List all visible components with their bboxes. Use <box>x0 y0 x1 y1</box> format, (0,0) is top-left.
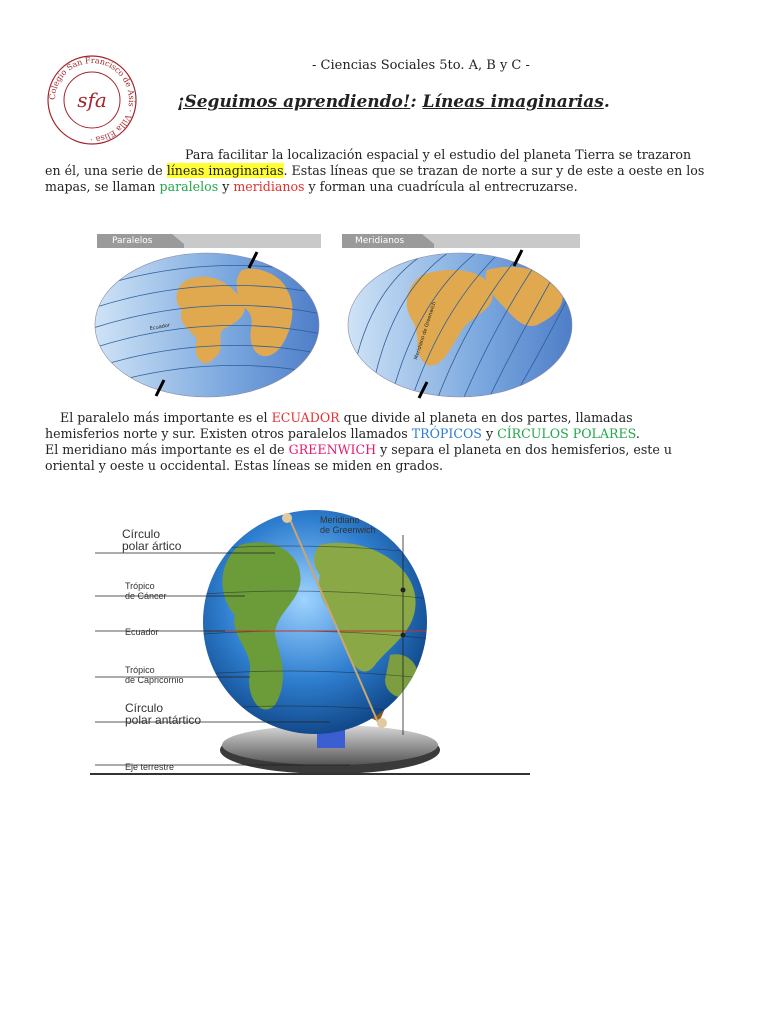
intro-line-3: mapas, se llaman paralelos y meridianos y forman una cuadrícula al entrecruzarse. <box>45 179 578 194</box>
body-line-3: El meridiano más importante es el de GREENWICH y separa el planeta en dos hemisferios, este u <box>45 442 672 457</box>
logo-ring-text: Colegio San Francisco de Asís · Villa Elisa · <box>47 55 137 145</box>
tab-paralelos: Paralelos <box>112 236 153 246</box>
tab-meridianos: Meridianos <box>355 236 405 246</box>
figure-parallels-meridians <box>92 230 582 402</box>
svg-text:de Capricornio: de Capricornio <box>125 675 184 685</box>
label-tropic-cancer: Trópico <box>125 581 155 591</box>
school-logo <box>44 52 140 148</box>
label-antarctic-circle: Círculo <box>125 701 164 715</box>
intro-line-2: en él, una serie de líneas imaginarias. Estas líneas que se trazan de norte a sur y de este a oeste en los <box>45 163 705 178</box>
label-tropic-capricorn: Trópico <box>125 665 155 675</box>
logo-monogram: sfa <box>77 88 107 112</box>
body-line-1: El paralelo más importante es el ECUADOR que divide al planeta en dos partes, llamadas <box>60 410 633 425</box>
label-greenwich: Meridiano <box>320 515 360 525</box>
intro-line-1: Para facilitar la localización espacial y el estudio del planeta Tierra se trazaron <box>185 147 692 162</box>
highlight-lineas-imaginarias: líneas imaginarias <box>166 163 284 178</box>
body-line-2: hemisferios norte y sur. Existen otros paralelos llamados TRÓPICOS y CÍRCULOS POLARES. <box>45 426 640 441</box>
body-line-4: oriental y oeste u occidental. Estas líneas se miden en grados. <box>45 458 444 473</box>
greenwich-line-label: Meridiano de Greenwich <box>413 301 438 361</box>
label-artic-circle: Círculo <box>122 527 161 541</box>
svg-text:polar antártico: polar antártico <box>125 713 202 727</box>
equator-line-label: Ecuador <box>149 322 171 332</box>
parallels-globe <box>92 245 327 397</box>
svg-text:polar ártico: polar ártico <box>122 539 182 553</box>
label-earth-axis: Eje terrestre <box>125 762 175 772</box>
label-equator: Ecuador <box>125 627 159 637</box>
page-title: ¡Seguimos aprendiendo!: Líneas imaginarias. <box>177 92 610 112</box>
svg-text:de Cáncer: de Cáncer <box>125 591 167 601</box>
figure-globe-lines <box>90 505 530 780</box>
meridians-globe <box>348 250 577 402</box>
subject-line: - Ciencias Sociales 5to. A, B y C - <box>312 58 530 73</box>
svg-text:de Greenwich: de Greenwich <box>320 525 376 535</box>
